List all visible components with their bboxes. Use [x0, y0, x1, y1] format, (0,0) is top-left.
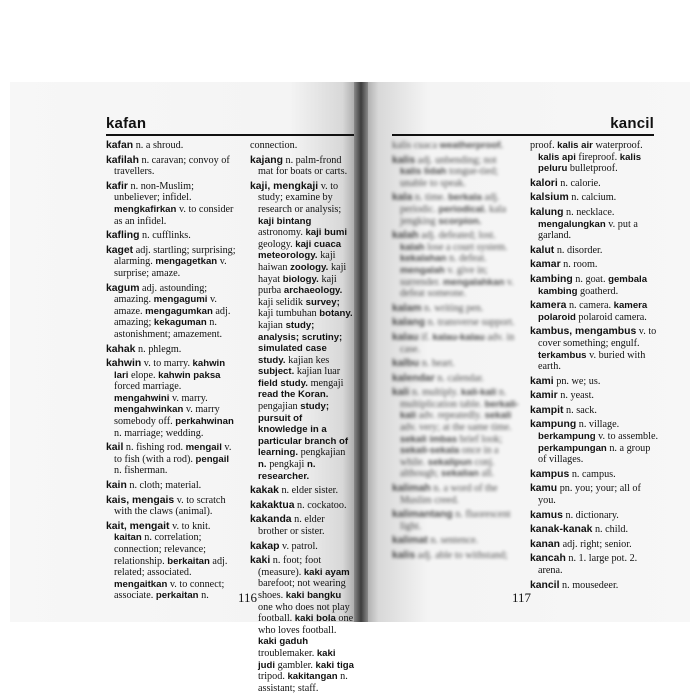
entry-headword: kamus — [530, 509, 563, 521]
entry-headword: kalah — [392, 230, 419, 242]
entry-definition: kajian kes — [288, 354, 330, 366]
entry-headword: kampung — [530, 419, 577, 431]
entry-headword: sekalian — [441, 468, 479, 480]
entry-definition: v. amaze. — [114, 294, 217, 317]
entry-definition: n. camera. — [566, 300, 614, 312]
entry-headword: sekali-sekala — [400, 445, 460, 457]
entry-headword: scorpion. — [435, 215, 482, 227]
entry-headword: kaitan — [114, 532, 142, 544]
entry-headword: kalimah — [392, 483, 431, 495]
entry-definition: kajian luar — [296, 366, 341, 378]
entry-definition: adv. repeatedly. — [416, 410, 485, 422]
dictionary-entry — [250, 140, 354, 152]
entry-definition: n. fishing rod. — [123, 442, 186, 454]
entry-headword: kalis peluru — [538, 151, 642, 175]
entry-definition: tripod. — [258, 671, 288, 683]
entry-headword: kamera — [530, 300, 567, 312]
left-page-number: 116 — [238, 590, 258, 605]
dictionary-entry — [250, 181, 354, 482]
dictionary-entry — [106, 181, 236, 227]
dictionary-entry — [530, 539, 658, 551]
entry-definition: geology. — [258, 238, 296, 250]
dictionary-entry — [392, 155, 520, 190]
right-header-rule — [392, 134, 654, 136]
dictionary-entry — [392, 550, 520, 562]
entry-definition: kaji tumbuhan — [258, 308, 317, 320]
entry-definition: waterproof. — [592, 140, 643, 151]
book-gutter — [354, 82, 368, 622]
entry-headword: survey; — [303, 296, 340, 308]
entry-definition: n. non-Muslim; unbeliever; infidel. — [114, 180, 194, 204]
entry-definition: adj. startling; surprising; alarming. — [114, 244, 236, 268]
entry-headword: kalis — [392, 550, 416, 561]
dictionary-entry — [392, 317, 520, 329]
entry-definition: fireproof. — [575, 151, 620, 163]
entry-definition: n. multiplication table. — [400, 387, 507, 410]
entry-definition: polaroid camera. — [575, 311, 647, 323]
entry-definition: astronomy. — [258, 227, 306, 239]
entry-definition: n. disorder. — [554, 244, 603, 256]
entry-headword: kahwin paksa — [158, 369, 221, 381]
entry-headword: kamu — [530, 483, 558, 495]
dictionary-entry — [250, 541, 354, 553]
entry-definition: goatherd. — [577, 285, 619, 297]
left-page — [10, 82, 360, 694]
entry-definition: brief look; — [457, 433, 503, 445]
dictionary-entry — [530, 178, 658, 190]
entry-definition: n. transverse support. — [424, 317, 515, 329]
entry-definition: n. phlegm. — [135, 343, 182, 355]
entry-definition: pengkajian — [300, 447, 346, 459]
dictionary-entry — [392, 483, 520, 506]
entry-definition: adj. astounding; amazing. — [114, 282, 208, 306]
entry-definition: kaji haiwan — [258, 250, 336, 273]
entry-definition: barefoot; not wearing shoes. — [258, 578, 346, 601]
entry-headword: kakanda — [250, 514, 292, 526]
dictionary-entry — [250, 155, 354, 178]
dictionary-entry — [250, 500, 354, 512]
entry-headword: kakak — [250, 485, 279, 497]
entry-headword: zoology. — [287, 261, 331, 273]
dictionary-entry — [392, 332, 520, 355]
dictionary-entry — [106, 155, 236, 178]
dictionary-entry — [530, 376, 658, 388]
entry-definition: n. cloth; material. — [126, 480, 202, 492]
entry-headword: kalimat — [392, 535, 428, 547]
dictionary-entry — [106, 230, 236, 242]
entry-definition: v. to assemble. — [595, 431, 659, 443]
entry-headword: kahak — [106, 343, 136, 355]
entry-definition: once in a while. — [400, 445, 499, 468]
entry-headword: kamir — [530, 390, 558, 402]
left-header-rule — [106, 134, 356, 136]
entry-headword: subject. — [258, 366, 297, 378]
entry-definition: n. — [198, 590, 209, 602]
entry-headword: kail — [106, 442, 124, 454]
entry-headword: kaki bangku — [285, 589, 342, 601]
entry-headword: kalau-kalau — [432, 331, 485, 343]
entry-headword: mengagumkan — [145, 305, 213, 317]
entry-headword: kaji bumi — [305, 227, 348, 239]
entry-definition: n. child. — [592, 524, 629, 536]
entry-definition: proof. — [530, 140, 558, 151]
entry-headword: kait, mengait — [106, 520, 170, 532]
entry-headword: kaki — [250, 555, 271, 567]
entry-headword: kafir — [106, 180, 128, 192]
entry-headword: mengalungkan — [538, 218, 606, 230]
entry-definition: if. — [418, 331, 433, 343]
entry-definition: n. yeast. — [557, 390, 594, 402]
entry-headword: kalung — [530, 206, 564, 218]
entry-headword: pengail — [195, 453, 230, 465]
entry-headword: mengail — [185, 442, 222, 454]
dictionary-entry — [106, 358, 236, 439]
entry-definition: elope. — [128, 369, 159, 381]
entry-definition: all. — [478, 468, 495, 480]
dictionary-entry — [530, 245, 658, 257]
entry-definition: n. foot; foot (measure). — [258, 555, 322, 578]
entry-definition: adj. unbending; not — [415, 154, 497, 166]
entry-definition: kaji purba — [258, 273, 337, 297]
entry-definition: v. patrol. — [279, 540, 318, 552]
open-book — [10, 82, 690, 694]
entry-definition: n. caravan; convoy of travellers. — [114, 154, 230, 178]
dictionary-entry — [530, 469, 658, 481]
entry-headword: perkaitan — [155, 590, 199, 602]
entry-definition: n. calcium. — [568, 192, 617, 204]
entry-headword: kami — [530, 375, 554, 387]
entry-headword: kafilah — [106, 154, 139, 166]
entry-headword: kanak-kanak — [530, 524, 593, 536]
entry-headword: read the Koran. — [258, 389, 329, 401]
entry-headword: sekalipun — [427, 456, 472, 468]
entry-definition: bulletproof. — [567, 163, 618, 175]
dictionary-entry — [530, 207, 658, 242]
entry-headword: kalis api — [538, 151, 576, 163]
entry-headword: mengalahkan — [443, 276, 505, 288]
dictionary-entry — [250, 514, 354, 537]
entry-definition: n. fluorescent light. — [400, 509, 511, 532]
entry-definition: troublemaker. — [258, 647, 317, 659]
entry-definition: kajian — [258, 319, 283, 331]
entry-definition: kaji selidik — [258, 296, 303, 308]
entry-definition: kala jengking — [400, 203, 507, 227]
entry-headword: perkampungan — [538, 442, 607, 454]
entry-headword: kanan — [530, 538, 561, 550]
entry-definition: mengaji — [310, 377, 344, 389]
entry-headword: kakaktua — [250, 499, 295, 511]
entry-definition: v. marry. — [169, 392, 208, 404]
entry-headword: kalis air — [557, 140, 593, 151]
entry-definition: one who does not play football. — [258, 601, 350, 625]
entry-headword: n. researcher. — [258, 459, 316, 482]
entry-headword: kali-kali — [461, 387, 497, 399]
entry-headword: kalut — [530, 244, 555, 256]
entry-headword: terkambus — [538, 349, 587, 361]
entry-definition: v. marry somebody off. — [114, 404, 220, 428]
dictionary-entry — [530, 553, 658, 576]
entry-definition: n. elder sister. — [278, 485, 339, 497]
entry-definition: n. sentence. — [427, 535, 479, 547]
entry-definition: adj. related; associated. — [114, 555, 228, 579]
entry-definition: n. a group of villages. — [538, 442, 651, 466]
dictionary-entry — [530, 300, 658, 323]
dictionary-entry — [530, 274, 658, 297]
entry-definition: v. put a garland. — [538, 218, 638, 242]
entry-definition: n. 1. large pot. 2. arena. — [538, 553, 638, 576]
dictionary-entry — [530, 192, 658, 204]
entry-definition: n. a shroud. — [133, 140, 184, 151]
entry-headword: kala — [392, 192, 413, 204]
entry-definition: adj. amazing; — [114, 305, 231, 329]
entry-definition: v. to cover something; engulf. — [538, 326, 657, 349]
entry-definition: forced marriage. — [114, 381, 182, 393]
entry-headword: mengagetkan — [155, 256, 218, 268]
entry-definition: pn. you; your; all of you. — [538, 483, 641, 507]
dictionary-entry — [530, 510, 658, 522]
entry-definition: v. to scratch with the claws (animal). — [114, 494, 226, 518]
dictionary-entry — [392, 192, 520, 227]
dictionary-entry — [392, 140, 520, 152]
dictionary-entry — [106, 140, 236, 152]
entry-definition: v. to fish (with a rod). — [114, 442, 232, 465]
entry-headword: kali — [392, 387, 410, 399]
dictionary-entry — [392, 373, 520, 385]
entry-headword: berkala — [448, 192, 482, 204]
dictionary-entry — [392, 303, 520, 315]
entry-headword: mengkafirkan — [114, 203, 177, 215]
entry-definition: n. heart. — [419, 358, 455, 370]
dictionary-entry — [530, 419, 658, 465]
entry-definition: n. marriage; wedding. — [114, 427, 204, 439]
entry-headword: kamera polaroid — [538, 300, 648, 323]
entry-definition: n. defeat. — [446, 253, 487, 265]
entry-headword: kalimantang — [392, 509, 453, 521]
entry-headword: kafling — [106, 230, 140, 242]
entry-definition: adj. defeated; lost. — [418, 230, 496, 242]
entry-definition: n. necklace. — [563, 206, 615, 218]
dictionary-entry — [106, 283, 236, 341]
entry-headword: sekali imbas — [400, 433, 458, 445]
entry-definition: v. defeat someone. — [400, 276, 514, 300]
entry-headword: mengaitkan — [114, 578, 168, 590]
entry-definition: n. correlation; connection; relevance; relationship. — [114, 532, 206, 567]
entry-definition: n. mousedeer. — [559, 579, 619, 591]
entry-headword: kaki ayam — [303, 566, 350, 578]
dictionary-entry — [530, 390, 658, 402]
entry-headword: kamar — [530, 259, 561, 271]
entry-headword: n. — [258, 459, 270, 471]
entry-definition: v. to connect; associate. — [114, 578, 225, 602]
dictionary-entry — [392, 358, 520, 370]
entry-headword: mengagumi — [153, 294, 208, 306]
entry-definition: v. to study; examine by research or analysis; — [258, 180, 342, 215]
entry-definition: adj. right; senior. — [560, 538, 632, 550]
dictionary-entry — [106, 480, 236, 492]
dictionary-entry — [530, 326, 658, 372]
entry-definition: pn. we; us. — [553, 375, 601, 387]
entry-definition: n. calendar. — [434, 372, 484, 384]
entry-definition: gambler. — [275, 659, 316, 671]
entry-definition: n. cufflinks. — [139, 230, 191, 242]
entry-definition: lose a court system. — [424, 241, 508, 253]
entry-definition: kaji hayat — [258, 261, 347, 285]
dictionary-entry — [392, 230, 520, 300]
entry-definition: n. astonishment; amazement. — [114, 317, 223, 340]
right-page-number: 117 — [512, 590, 532, 605]
entry-headword: mengalah — [400, 264, 445, 276]
entry-definition: v. to marry. — [141, 358, 193, 370]
dictionary-entry — [106, 344, 236, 356]
entry-headword: kalis lidah — [400, 166, 447, 178]
entry-headword: study; analysis; scrutiny; simulated case study. — [258, 319, 343, 366]
dictionary-entry — [106, 521, 236, 602]
dictionary-entry — [106, 442, 236, 477]
entry-definition: n. village. — [576, 419, 620, 431]
entry-headword: mengahwinkan — [114, 404, 184, 416]
entry-definition: conj. although; — [400, 456, 495, 480]
entry-headword: kambing — [530, 273, 573, 285]
entry-definition: kalis cuaca — [392, 140, 437, 151]
entry-definition: pengkaji — [269, 459, 305, 471]
dictionary-entry — [392, 509, 520, 532]
right-page-header: kancil — [610, 115, 654, 132]
entry-definition: n. time. — [412, 192, 449, 204]
entry-definition: adj. periodic. — [400, 192, 500, 215]
dictionary-entry — [530, 259, 658, 271]
entry-definition: v. to consider as an infidel. — [114, 203, 234, 227]
entry-headword: kahwin — [106, 358, 142, 370]
entry-definition: n. elder brother or sister. — [258, 514, 325, 537]
entry-definition: v. surprise; amaze. — [114, 256, 227, 279]
right-column-2 — [530, 140, 658, 594]
entry-headword: berkali-kali — [400, 398, 519, 422]
entry-headword: kais, mengais — [106, 494, 175, 506]
entry-definition: tongue-tied; unable to speak. — [400, 166, 499, 189]
entry-headword: kalah — [400, 241, 425, 253]
entry-headword: archaeology. — [281, 285, 343, 297]
dictionary-entry — [530, 524, 658, 536]
entry-definition: n. palm-frond mat for boats or carts. — [258, 154, 348, 178]
entry-definition: adv. very; at the same time. — [400, 422, 512, 434]
entry-headword: kaki judi — [258, 647, 336, 671]
entry-definition: n. campus. — [569, 468, 616, 480]
right-column-1 — [392, 140, 520, 565]
entry-headword: kalam — [392, 302, 422, 314]
entry-headword: kampit — [530, 404, 564, 416]
entry-headword: kahwin lari — [114, 358, 226, 381]
entry-headword: kaki tiga — [315, 659, 354, 671]
entry-headword: perkahwinan — [175, 416, 234, 428]
entry-headword: berkampung — [538, 431, 596, 443]
entry-definition: n. fisherman. — [114, 465, 168, 477]
entry-definition: n. assistant; staff. — [258, 671, 348, 694]
entry-definition: n. writing pen. — [421, 302, 484, 314]
entry-definition: n. a word of the Muslim creed. — [400, 483, 498, 506]
entry-headword: kalau — [392, 331, 419, 343]
dictionary-entry — [250, 485, 354, 497]
entry-headword: kakap — [250, 540, 280, 552]
dictionary-entry — [530, 483, 658, 506]
entry-definition: n. room. — [560, 259, 598, 271]
entry-headword: kaget — [106, 244, 134, 256]
entry-headword: kambus, mengambus — [530, 326, 637, 338]
entry-headword: kajang — [250, 154, 283, 166]
entry-headword: biology. — [280, 273, 322, 285]
entry-headword: study; pursuit of knowledge in a particular branch of learning. — [258, 401, 349, 459]
entry-headword: sekali — [484, 410, 512, 422]
dictionary-entry — [392, 387, 520, 480]
entry-headword: kancil — [530, 579, 560, 591]
entry-definition: n. multiply. — [409, 387, 462, 399]
dictionary-entry — [392, 535, 520, 547]
entry-headword: kaki bola — [294, 613, 336, 625]
entry-headword: kaji cuaca meteorology. — [258, 238, 342, 262]
dictionary-entry — [530, 140, 658, 175]
entry-headword: field study. — [258, 377, 311, 389]
entry-headword: kalsium — [530, 192, 569, 204]
entry-headword: kafan — [106, 140, 134, 151]
entry-definition: v. buried with earth. — [538, 349, 646, 373]
left-page-header: kafan — [106, 115, 147, 132]
entry-headword: kaki gaduh — [258, 636, 309, 648]
dictionary-entry — [106, 245, 236, 280]
entry-headword: berkaitan — [167, 555, 210, 567]
entry-definition: adv. in case. — [400, 331, 515, 355]
dictionary-entry — [106, 495, 236, 518]
entry-definition: adj. able to withstand; — [415, 550, 508, 561]
entry-headword: kalang — [392, 317, 425, 329]
entry-headword: kekaguman — [153, 317, 207, 329]
entry-headword: kalori — [530, 177, 558, 189]
entry-definition: n. dictionary. — [562, 509, 619, 521]
entry-headword: kalendar — [392, 372, 435, 384]
entry-headword: kampus — [530, 468, 570, 480]
entry-headword: weatherproof. — [436, 140, 504, 151]
entry-headword: kancah — [530, 553, 566, 565]
entry-headword: kalis — [392, 154, 416, 166]
entry-headword: mengahwini — [114, 392, 170, 404]
entry-headword: kekalahan — [400, 253, 447, 265]
entry-headword: kalbu — [392, 358, 420, 370]
entry-definition: n. goat. — [572, 273, 609, 285]
entry-definition: v. give in; surrender. — [400, 264, 488, 288]
entry-definition: n. cockatoo. — [294, 499, 347, 511]
entry-headword: periodical. — [438, 203, 490, 215]
entry-headword: gembala kambing — [538, 273, 648, 297]
entry-headword: kain — [106, 480, 127, 492]
entry-headword: kaji bintang — [258, 215, 312, 227]
dictionary-entry — [530, 580, 658, 592]
dictionary-entry — [250, 555, 354, 694]
left-column-1 — [106, 140, 236, 605]
left-column-2 — [250, 140, 354, 697]
entry-headword: botany. — [316, 308, 353, 320]
dictionary-entry — [530, 405, 658, 417]
entry-headword: kagum — [106, 282, 140, 294]
entry-definition: pengajian — [258, 401, 298, 413]
entry-definition: n. calorie. — [557, 177, 601, 189]
entry-definition: n. sack. — [563, 404, 597, 416]
right-page — [362, 82, 690, 622]
entry-definition: connection. — [250, 140, 298, 151]
entry-definition: one who loves football. — [258, 613, 354, 636]
entry-headword: kaji, mengkaji — [250, 180, 319, 192]
entry-definition: v. to knit. — [169, 520, 211, 532]
entry-headword: kakitangan — [287, 671, 338, 683]
